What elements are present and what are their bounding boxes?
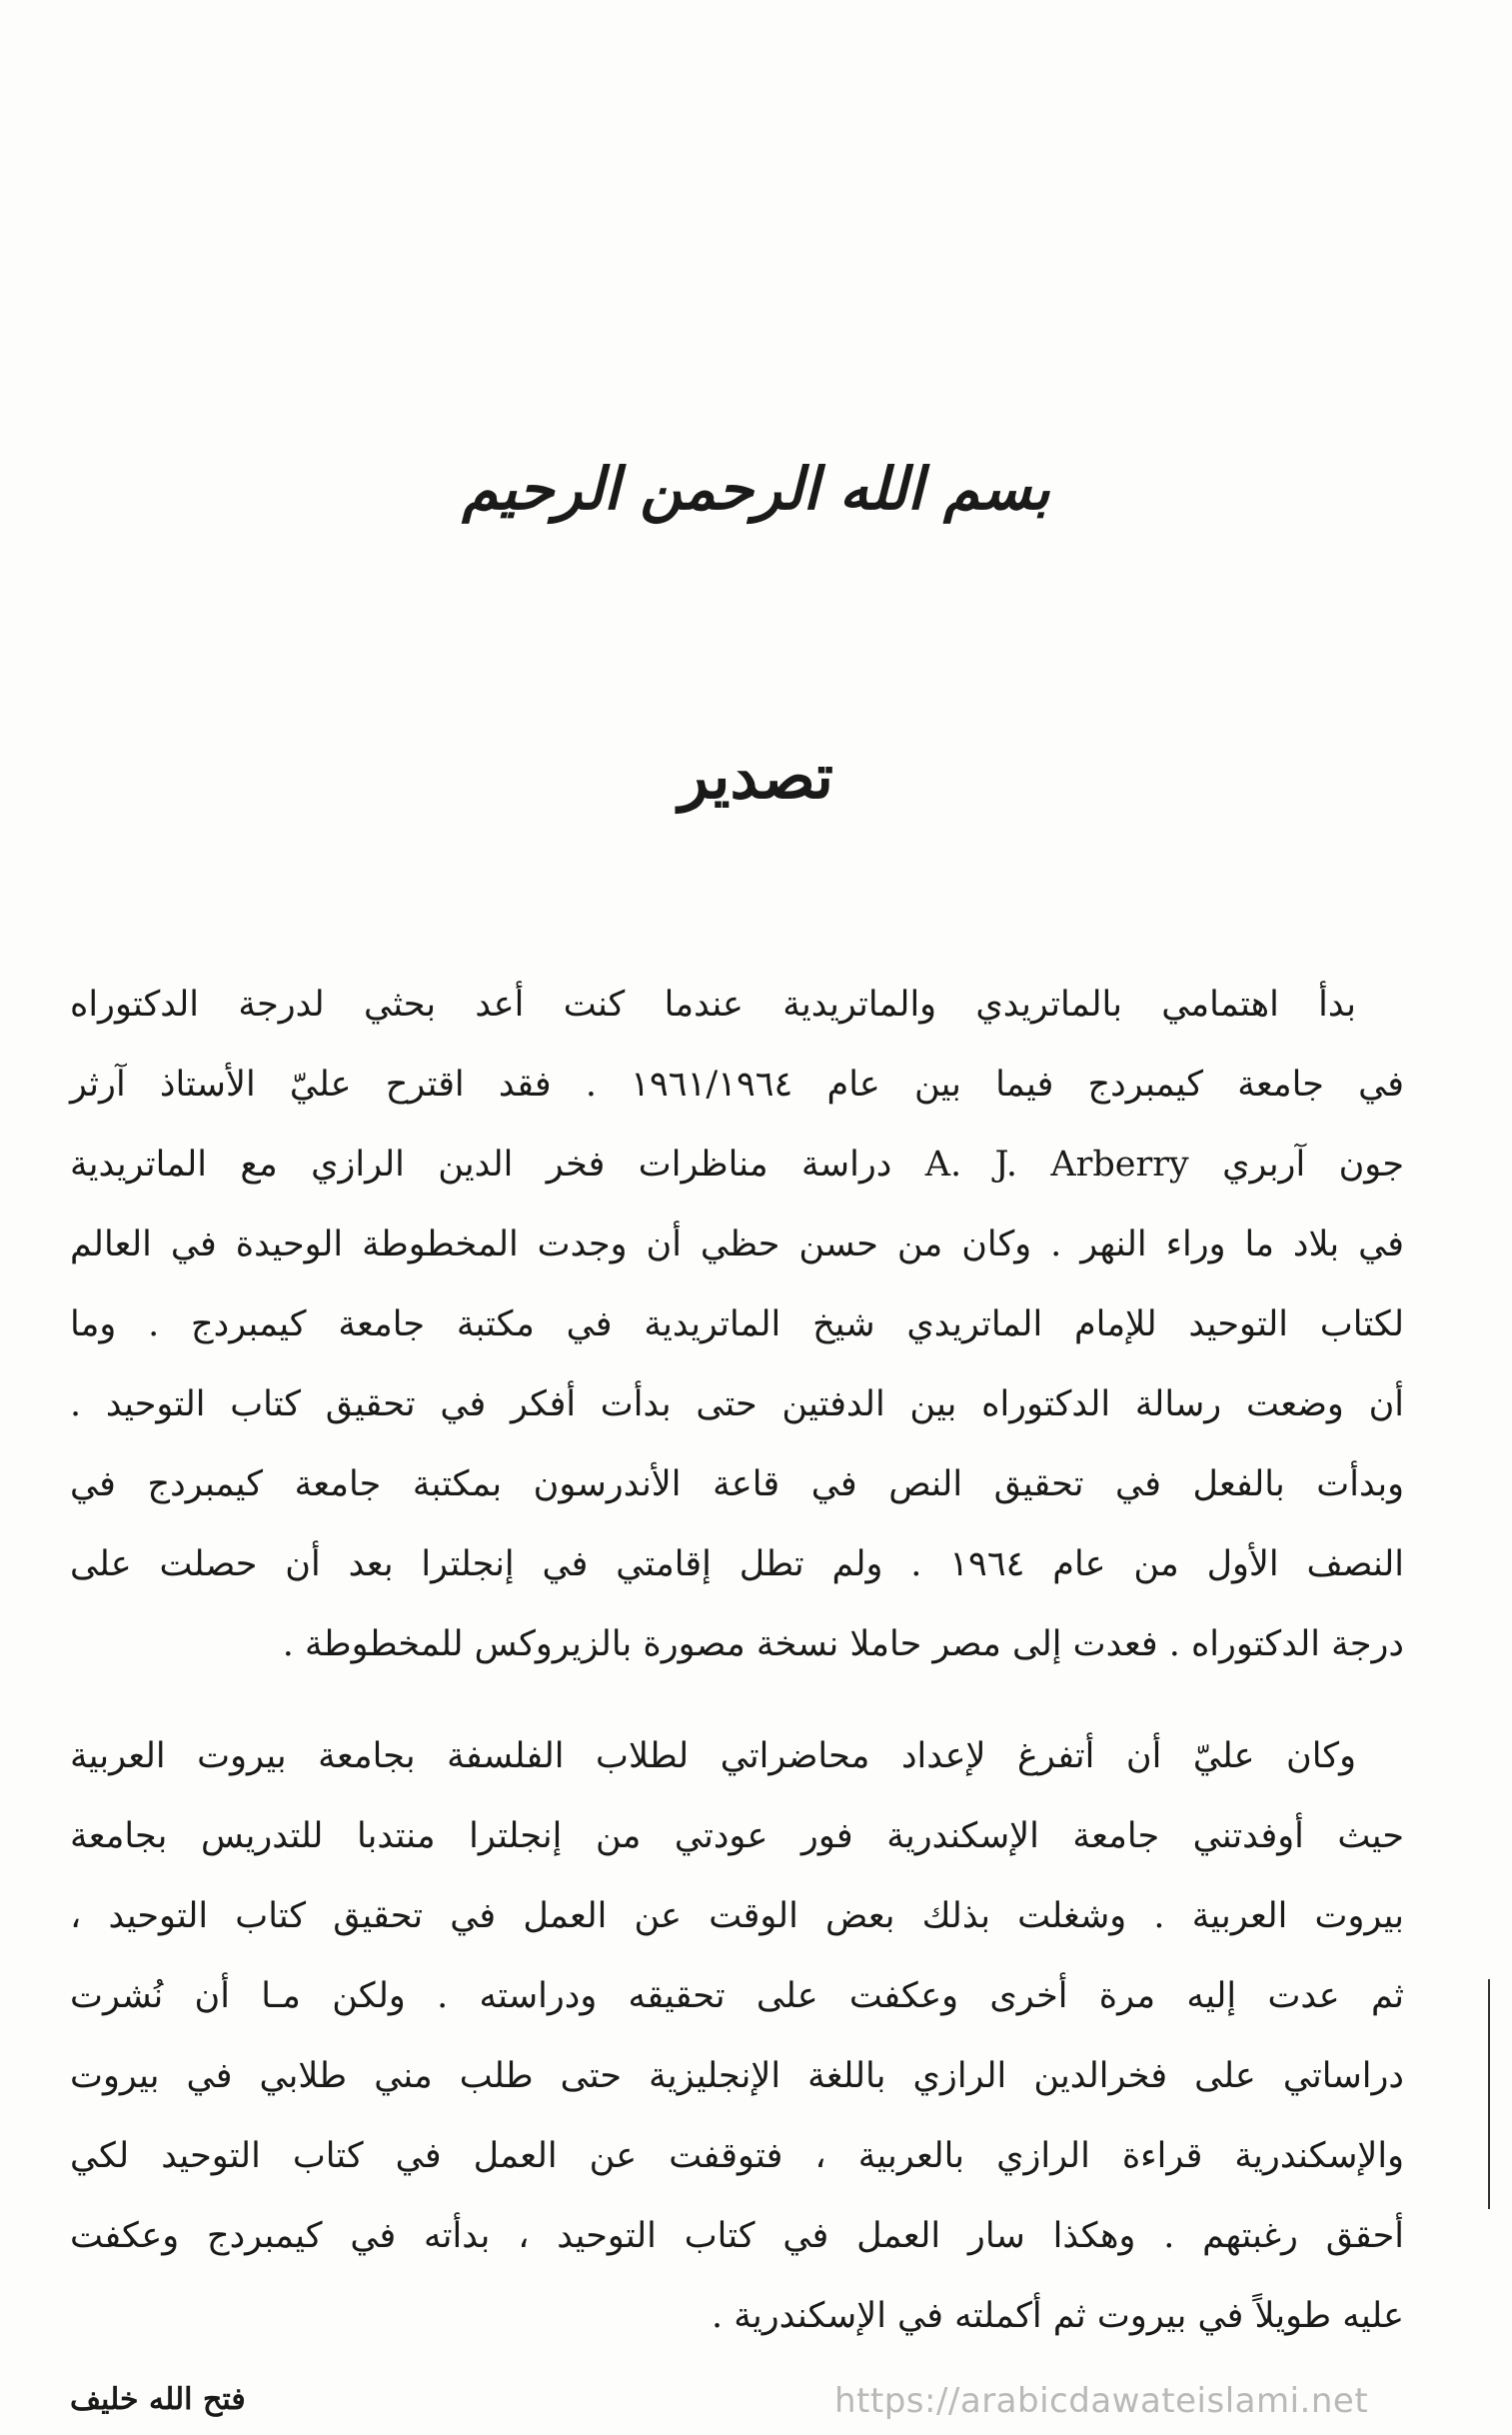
paragraph-1 (70, 965, 1404, 1684)
text-line: أن وضعت رسالة الدكتوراه بين الدفتين حتى بدأت أفكر في تحقيق كتاب التوحيد . (70, 1384, 1404, 1424)
text-line: والإسكندرية قراءة الرازي بالعربية ، فتوقفت عن العمل في كتاب التوحيد لكي (70, 2136, 1404, 2176)
text-line: أحقق رغبتهم . وهكذا سار العمل في كتاب التوحيد ، بدأته في كيمبردج وعكفت (70, 2216, 1404, 2256)
text-line: لكتاب التوحيد للإمام الماتريدي شيخ الماتريدية في مكتبة جامعة كيمبردج . وما (70, 1304, 1404, 1344)
paragraph-2 (70, 1716, 1404, 2356)
page-edge-divider (1488, 1979, 1490, 2209)
watermark-url: https://arabicdawateislami.net (834, 2381, 1369, 2421)
text-line: ثم عدت إليه مرة أخرى وعكفت على تحقيقه ودراسته . ولكن مـا أن نُشرت (70, 1976, 1404, 2016)
text-line: النصف الأول من عام ١٩٦٤ . ولم تطل إقامتي في إنجلترا بعد أن حصلت على (70, 1544, 1404, 1584)
text-line: في جامعة كيمبردج فيما بين عام ١٩٦١/١٩٦٤ . فقد اقترح عليّ الأستاذ آرثر (70, 1065, 1404, 1105)
text-line: جون آربري A. J. Arberry دراسة مناظرات فخر الدين الرازي مع الماتريدية (70, 1145, 1405, 1185)
text-line: بيروت العربية . وشغلت بذلك بعض الوقت عن العمل في تحقيق كتاب التوحيد ، (70, 1896, 1404, 1936)
page-title: تصدير (678, 740, 834, 813)
basmala-heading: بسم الله الرحمن الرحيم (462, 455, 1050, 523)
text-line: في بلاد ما وراء النهر . وكان من حسن حظي أن وجدت المخطوطة الوحيدة في العالم (70, 1224, 1404, 1264)
text-line: بدأ اهتمامي بالماتريدي والماتريدية عندما كنت أعد بحثي لدرجة الدكتوراه (70, 985, 1356, 1025)
text-line: حيث أوفدتني جامعة الإسكندرية فور عودتي من إنجلترا منتدبا للتدريس بجامعة (70, 1816, 1404, 1856)
text-line: دراساتي على فخرالدين الرازي باللغة الإنجليزية حتى طلب مني طلابي في بيروت (70, 2056, 1404, 2096)
text-line: عليه طويلاً في بيروت ثم أكملته في الإسكندرية . (711, 2296, 1404, 2336)
author-signature: فتح الله خليف (70, 2382, 246, 2417)
preface-body (70, 965, 1404, 2356)
text-line: درجة الدكتوراه . فعدت إلى مصر حاملا نسخة مصورة بالزيروكس للمخطوطة . (282, 1624, 1404, 1664)
text-line: وبدأت بالفعل في تحقيق النص في قاعة الأندرسون بمكتبة جامعة كيمبردج في (70, 1464, 1404, 1504)
text-line: وكان عليّ أن أتفرغ لإعداد محاضراتي لطلاب الفلسفة بجامعة بيروت العربية (70, 1736, 1356, 1776)
